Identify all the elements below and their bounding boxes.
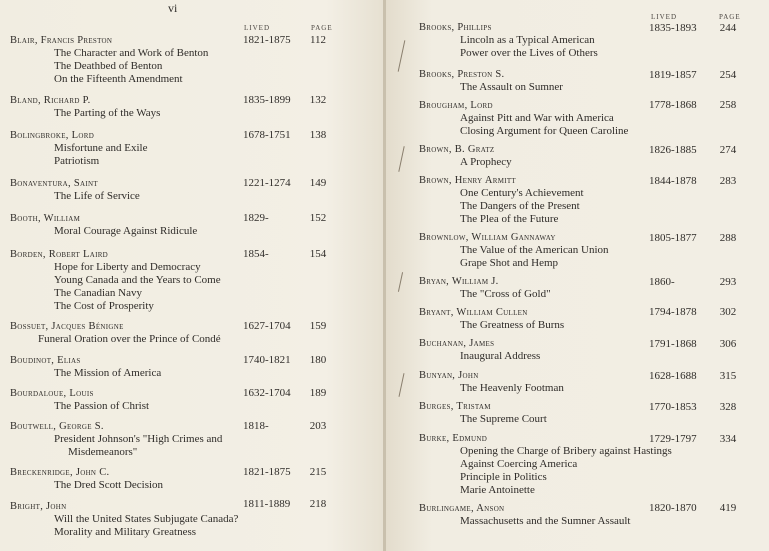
lived-dates: 1835-1893 [649,22,697,34]
work-list [419,413,547,426]
orator-name: Bossuet, Jacques Bénigne [10,321,124,332]
lived-dates: 1821-1875 [243,466,291,478]
work-title: The Life of Service [54,190,140,202]
page-ref: 189 [309,387,327,399]
work-list [419,350,540,363]
work-title: Morality and Military Greatness [54,526,197,538]
work-title: Misfortune and Exile [54,142,148,154]
toc-entry [419,502,630,528]
work-title: Against Coercing America [460,458,578,470]
lived-dates: 1794-1878 [649,306,697,318]
page-ref: 315 [719,370,737,382]
work-title: Principle in Politics [460,471,547,483]
page-ref: 138 [309,129,327,141]
toc-entry [10,129,147,168]
right-page [386,0,769,551]
work-list [10,479,163,492]
work-list [10,225,197,238]
work-title: Inaugural Address [460,350,541,362]
work-title: Hope for Liberty and Democracy [54,261,201,273]
left-page [0,0,384,551]
work-list [419,244,609,270]
work-list [419,319,564,332]
work-list [419,34,598,60]
work-list [10,47,208,86]
page-number: vi [168,1,178,15]
page-ref: 274 [719,144,737,156]
lived-dates: 1829- [243,212,269,224]
work-title: Will the United States Subjugate Canada? [54,513,239,525]
page-ref: 419 [719,502,737,514]
orator-name: Blair, Francis Preston [10,35,113,46]
lived-dates: 1818- [243,420,269,432]
orator-name: Bonaventura, Saint [10,178,98,189]
work-title: One Century's Achievement [460,187,584,199]
toc-entry [10,34,208,86]
work-title: Against Pitt and War with America [460,112,614,124]
lived-dates: 1627-1704 [243,320,291,332]
lived-dates: 1826-1885 [649,144,697,156]
lived-dates: 1729-1797 [649,433,697,445]
orator-name: Bright, John [10,501,67,512]
orator-name: Bryant, William Cullen [419,307,528,318]
toc-entry [419,337,540,363]
work-list [10,261,221,313]
work-title: The Passion of Christ [54,400,150,412]
page-ref: 215 [309,466,327,478]
orator-name: Brougham, Lord [419,100,493,111]
toc-entry [10,387,149,413]
orator-name: Burke, Edmund [419,433,488,444]
toc-entry [10,320,221,346]
orator-name: Bryan, William J. [419,276,499,287]
orator-name: Bunyan, John [419,370,479,381]
work-title: The Character and Work of Benton [54,47,209,59]
page-ref: 302 [719,306,737,318]
work-title: The Canadian Navy [54,287,142,299]
work-list [419,515,630,528]
work-list [10,142,147,168]
lived-dates: 1628-1688 [649,370,697,382]
orator-name: Boutwell, George S. [10,421,104,432]
work-title: Power over the Lives of Others [460,47,598,59]
work-title: Grape Shot and Hemp [460,257,559,269]
pencil-mark [398,40,406,72]
page-ref: 306 [719,338,737,350]
toc-entry [419,400,547,426]
toc-entry [419,231,609,270]
orator-name: Brown, B. Gratz [419,144,495,155]
work-title: Misdemeanors" [68,446,138,458]
work-list [419,156,512,169]
lived-column-header: LIVED [651,13,677,21]
toc-entry [10,466,163,492]
lived-dates: 1820-1870 [649,502,697,514]
page-ref: 154 [309,248,327,260]
toc-entry [10,177,140,203]
work-title: Patriotism [54,155,100,167]
work-title: Lincoln as a Typical American [460,34,595,46]
orator-name: Brooks, Preston S. [419,69,505,80]
toc-entry [419,21,598,60]
work-title: The "Cross of Gold" [460,288,551,300]
orator-name: Burlingame, Anson [419,503,505,514]
page-ref: 203 [309,420,327,432]
pencil-mark [398,272,403,292]
work-title: The Dangers of the Present [460,200,580,212]
lived-column-header: LIVED [244,24,270,32]
work-title: Massachusetts and the Sumner Assault [460,515,631,527]
work-title: Closing Argument for Queen Caroline [460,125,629,137]
page-ref: 112 [309,34,327,46]
toc-entry [10,500,238,539]
work-title: The Greatness of Burns [460,319,565,331]
work-title: The Assault on Sumner [460,81,563,93]
work-title: The Value of the American Union [460,244,609,256]
work-list [419,288,551,301]
toc-entry [10,94,160,120]
work-list [10,333,221,346]
page-ref: 152 [309,212,327,224]
work-title: The Heavenly Footman [460,382,564,394]
page-ref: 283 [719,175,737,187]
page-ref: 258 [719,99,737,111]
toc-entry [419,369,564,395]
work-title: President Johnson's "High Crimes and [54,433,223,445]
lived-dates: 1678-1751 [243,129,291,141]
orator-name: Buchanan, James [419,338,495,349]
lived-dates: 1791-1868 [649,338,697,350]
orator-name: Breckenridge, John C. [10,467,110,478]
work-title: Moral Courage Against Ridicule [54,225,198,237]
work-title: The Cost of Prosperity [54,300,154,312]
toc-entry [10,420,222,459]
work-title: The Dred Scott Decision [54,479,164,491]
lived-dates: 1770-1853 [649,401,697,413]
page-ref: 180 [309,354,327,366]
toc-entry [419,306,564,332]
lived-dates: 1854- [243,248,269,260]
page-ref: 132 [309,94,327,106]
toc-entry [10,248,221,313]
work-list [10,400,149,413]
work-title: The Mission of America [54,367,162,379]
work-title: Young Canada and the Years to Come [54,274,221,286]
work-list [419,445,672,497]
lived-dates: 1221-1274 [243,177,291,189]
lived-dates: 1819-1857 [649,69,697,81]
page-ref: 149 [309,177,327,189]
work-title: The Parting of the Ways [54,107,161,119]
page-ref: 218 [309,498,327,510]
pencil-mark [398,146,404,172]
work-list [419,382,564,395]
toc-entry [10,354,161,380]
page-ref: 328 [719,401,737,413]
work-list [10,433,222,459]
orator-name: Bourdaloue, Louis [10,388,94,399]
work-list [419,112,628,138]
toc-entry [419,143,512,169]
work-title: Marie Antoinette [460,484,535,496]
orator-name: Borden, Robert Laird [10,249,109,260]
work-list [10,190,140,203]
work-title: The Plea of the Future [460,213,559,225]
lived-dates: 1805-1877 [649,232,697,244]
page-ref: 288 [719,232,737,244]
work-title: The Deathbed of Benton [54,60,163,72]
orator-name: Boudinot, Elias [10,355,81,366]
toc-entry [419,432,672,497]
work-list [419,187,584,226]
toc-entry [419,68,563,94]
page-column-header: PAGE [311,24,333,32]
lived-dates: 1778-1868 [649,99,697,111]
page-ref: 254 [719,69,737,81]
work-title: Opening the Charge of Bribery against Hastings [460,445,672,457]
lived-dates: 1844-1878 [649,175,697,187]
orator-name: Bolingbroke, Lord [10,130,95,141]
work-title: Funeral Oration over the Prince of Condé [38,333,221,345]
page-ref: 159 [309,320,327,332]
page-column-header: PAGE [719,13,741,21]
lived-dates: 1811-1889 [243,498,291,510]
orator-name: Bland, Richard P. [10,95,91,106]
work-list [10,107,160,120]
lived-dates: 1740-1821 [243,354,291,366]
orator-name: Booth, William [10,213,81,224]
work-title: A Prophecy [460,156,512,168]
toc-entry [419,275,551,301]
toc-entry [10,212,197,238]
lived-dates: 1835-1899 [243,94,291,106]
lived-dates: 1632-1704 [243,387,291,399]
page-ref: 244 [719,22,737,34]
toc-entry [419,174,584,226]
work-list [10,367,161,380]
orator-name: Brownlow, William Gannaway [419,232,556,243]
pencil-mark [399,373,405,397]
lived-dates: 1821-1875 [243,34,291,46]
orator-name: Brooks, Phillips [419,22,492,33]
orator-name: Burges, Tristam [419,401,491,412]
lived-dates: 1860- [649,276,675,288]
work-list [10,513,238,539]
page-ref: 293 [719,276,737,288]
orator-name: Brown, Henry Armitt [419,175,516,186]
toc-entry [419,99,628,138]
work-list [419,81,563,94]
page-ref: 334 [719,433,737,445]
work-title: On the Fifteenth Amendment [54,73,183,85]
work-title: The Supreme Court [460,413,547,425]
